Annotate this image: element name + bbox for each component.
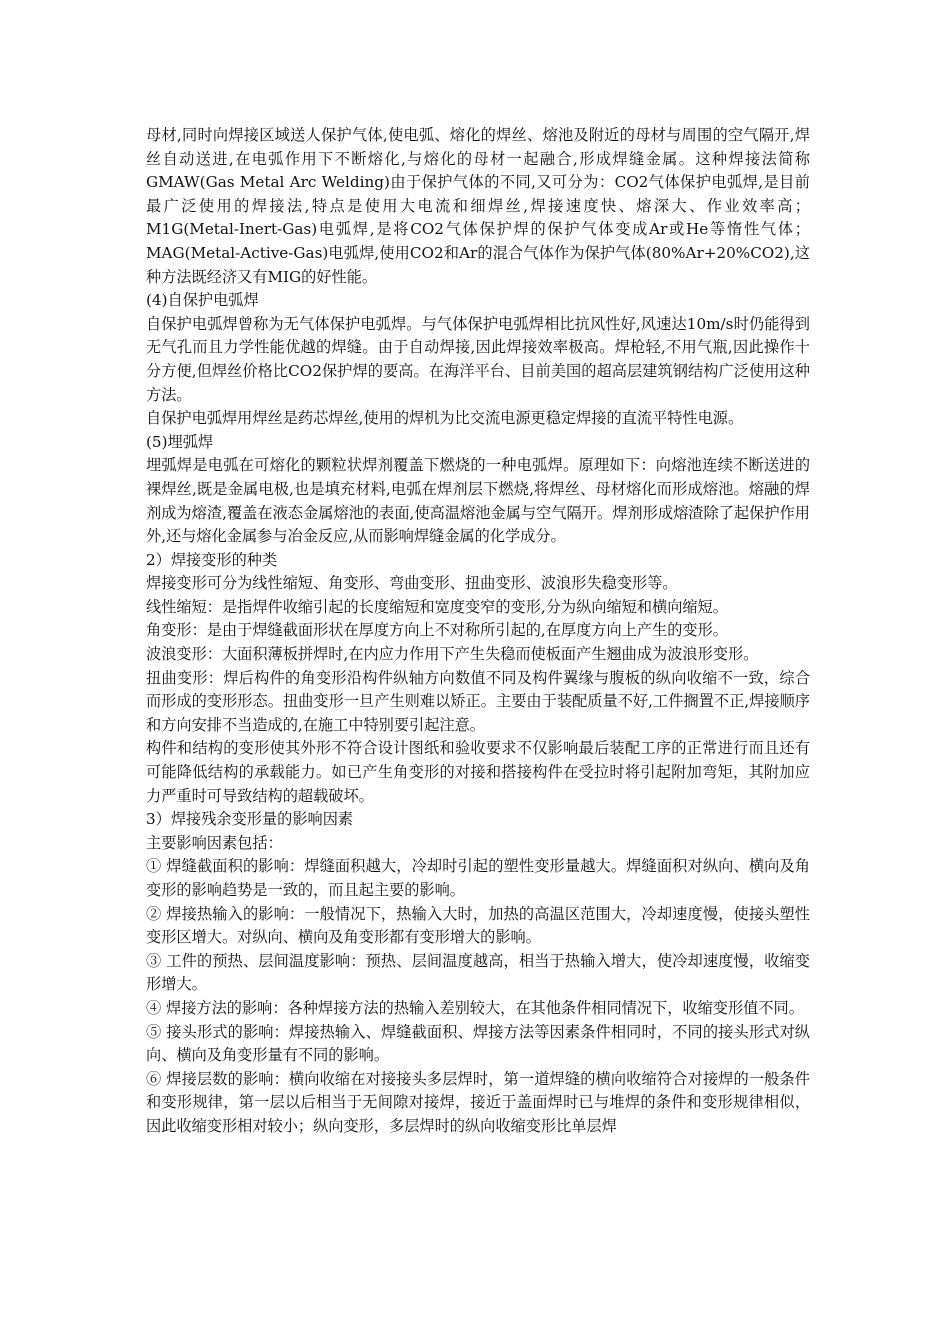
list-item-preheat-interpass: ③ 工件的预热、层间温度影响：预热、层间温度越高，相当于热输入增大，使冷却速度慢，收缩变形增大。 <box>146 951 810 994</box>
list-item-welding-method: ④ 焊接方法的影响：各种焊接方法的热输入差别较大，在其他条件相同情况下，收缩变形值不同。 <box>146 998 804 1017</box>
paragraph-deformation-list: 焊接变形可分为线性缩短、角变形、弯曲变形、扭曲变形、波浪形失稳变形等。 <box>146 574 678 593</box>
paragraph-gmaw-intro: 母材,同时向焊接区域送人保护气体,使电弧、熔化的焊丝、熔池及附近的母材与周围的空气隔开,焊丝自动送进,在电弧作用下不断熔化,与熔化的母材一起融合,形成焊缝金属。这种焊接法简称GMAW(Gas Metal Arc Welding)由于保护气体的不同,又可分为：CO2气体保护电弧焊,是目前最广泛使用的焊接法,特点是使用大电流和细焊丝,焊接速度快、熔深大、作业效率高；M1G(Metal-Inert-Gas)电弧焊,是将CO2气体保护焊的保护气体变成Ar或He等惰性气体；MAG(Metal-Active-Gas)电弧焊,使用CO2和Ar的混合气体作为保护气体(80%Ar+20%CO2),这种方法既经济又有MIG的好性能。 <box>146 126 810 286</box>
heading-self-shielded-arc-welding: (4)自保护电弧焊 <box>146 291 259 310</box>
paragraph-wave-deformation: 波浪变形：大面积薄板拼焊时,在内应力作用下产生失稳而使板面产生翘曲成为波浪形变形。 <box>146 645 759 664</box>
paragraph-linear-shortening: 线性缩短：是指焊件收缩引起的长度缩短和宽度变窄的变形,分为纵向缩短和横向缩短。 <box>146 597 728 616</box>
heading-residual-deformation-factors: 3）焊接残余变形量的影响因素 <box>146 810 354 829</box>
list-item-welding-layers: ⑥ 焊接层数的影响：横向收缩在对接接头多层焊时，第一道焊缝的横向收缩符合对接焊的一般条件和变形规律，第一层以后相当于无间隙对接焊，接近于盖面焊时已与堆焊的条件和变形规律相似，因此收缩变形相对较小；纵向变形，多层焊时的纵向收缩变形比单层焊 <box>146 1069 810 1135</box>
paragraph-main-factors-intro: 主要影响因素包括： <box>146 833 283 852</box>
paragraph-self-shielded-description: 自保护电弧焊曾称为无气体保护电弧焊。与气体保护电弧焊相比抗风性好,风速达10m/s时仍能得到无气孔而且力学性能优越的焊缝。由于自动焊接,因此焊接效率极高。焊枪轻,不用气瓶,因此操作十分方便,但焊丝价格比CO2保护焊的要高。在海洋平台、目前美国的超高层建筑钢结构广泛使用这种方法。 <box>146 314 810 404</box>
list-item-joint-form: ⑤ 接头形式的影响：焊接热输入、焊缝截面积、焊接方法等因素条件相同时，不同的接头形式对纵向、横向及角变形量有不同的影响。 <box>146 1022 810 1065</box>
list-item-weld-cross-section: ① 焊缝截面积的影响：焊缝面积越大，冷却时引起的塑性变形量越大。焊缝面积对纵向、横向及角变形的影响趋势是一致的，而且起主要的影响。 <box>146 857 810 899</box>
paragraph-deformation-effects: 构件和结构的变形使其外形不符合设计图纸和验收要求不仅影响最后装配工序的正常进行而且还有可能降低结构的承载能力。如已产生角变形的对接和搭接构件在受拉时将引起附加弯矩，其附加应力严重时可导致结构的超载破坏。 <box>146 739 810 805</box>
heading-submerged-arc-welding: (5)埋弧焊 <box>146 432 214 451</box>
heading-deformation-types: 2）焊接变形的种类 <box>146 550 278 569</box>
paragraph-angular-deformation: 角变形：是由于焊缝截面形状在厚度方向上不对称所引起的,在厚度方向上产生的变形。 <box>146 621 728 640</box>
paragraph-twist-deformation: 扭曲变形：焊后构件的角变形沿构件纵轴方向数值不同及构件翼缘与腹板的纵向收缩不一致，综合而形成的变形形态。扭曲变形一旦产生则难以矫正。主要由于装配质量不好,工件搁置不正,焊接顺序和方向安排不当造成的,在施工中特别要引起注意。 <box>146 668 810 734</box>
document-body <box>146 124 810 1139</box>
list-item-heat-input: ② 焊接热输入的影响：一般情况下，热输入大时，加热的高温区范围大，冷却速度慢，使接头塑性变形区增大。对纵向、横向及角变形都有变形增大的影响。 <box>146 904 810 947</box>
paragraph-self-shielded-wire: 自保护电弧焊用焊丝是药芯焊丝,使用的焊机为比交流电源更稳定焊接的直流平特性电源。 <box>146 409 744 428</box>
paragraph-submerged-arc-description: 埋弧焊是电弧在可熔化的颗粒状焊剂覆盖下燃烧的一种电弧焊。原理如下：向熔池连续不断送进的裸焊丝,既是金属电极,也是填充材料,电弧在焊剂层下燃烧,将焊丝、母材熔化而形成熔池。熔融的焊剂成为熔渣,覆盖在液态金属熔池的表面,使高温熔池金属与空气隔开。焊剂形成熔渣除了起保护作用外,还与熔化金属参与冶金反应,从而影响焊缝金属的化学成分。 <box>146 456 810 546</box>
